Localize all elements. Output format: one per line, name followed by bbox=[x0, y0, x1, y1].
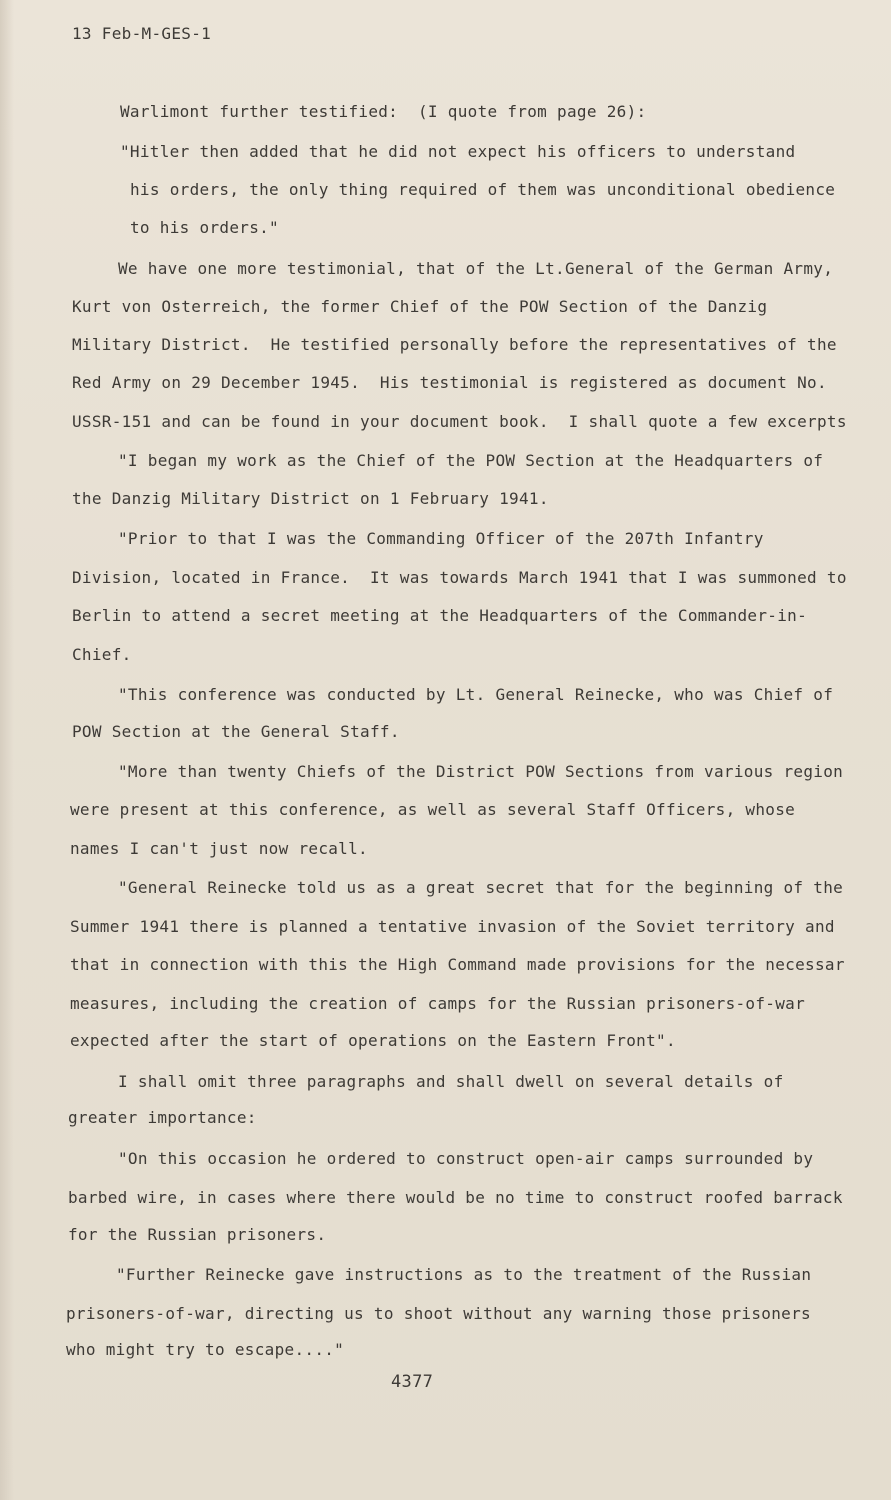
page-edge-shadow bbox=[0, 0, 14, 1500]
body-line: his orders, the only thing required of them was unconditional obedience bbox=[130, 180, 836, 199]
body-line: Military District. He testified personally before the representatives of the bbox=[72, 335, 837, 354]
body-line: "Further Reinecke gave instructions as to the treatment of the Russian bbox=[116, 1265, 812, 1284]
body-line: barbed wire, in cases where there would be no time to construct roofed barrack bbox=[68, 1188, 843, 1207]
page-id: 13 Feb-M-GES-1 bbox=[72, 24, 212, 43]
body-line: names I can't just now recall. bbox=[70, 839, 368, 858]
body-line: Chief. bbox=[72, 645, 132, 664]
body-line: "Prior to that I was the Commanding Officer of the 207th Infantry bbox=[118, 529, 764, 548]
body-line: "General Reinecke told us as a great secret that for the beginning of the bbox=[118, 878, 844, 897]
body-line: were present at this conference, as well as several Staff Officers, whose bbox=[70, 800, 796, 819]
body-line: measures, including the creation of camps for the Russian prisoners-of-war bbox=[70, 994, 806, 1013]
body-line: the Danzig Military District on 1 February 1941. bbox=[72, 489, 549, 508]
body-line: Summer 1941 there is planned a tentative invasion of the Soviet territory and bbox=[70, 917, 835, 936]
body-line: "I began my work as the Chief of the POW Section at the Headquarters of bbox=[118, 451, 824, 470]
body-line: prisoners-of-war, directing us to shoot without any warning those prisoners bbox=[66, 1304, 811, 1323]
body-line: USSR-151 and can be found in your document book. I shall quote a few excerpts bbox=[72, 412, 847, 431]
body-line: We have one more testimonial, that of the Lt.General of the German Army, bbox=[118, 259, 834, 278]
body-line: who might try to escape...." bbox=[66, 1340, 345, 1359]
body-line: Kurt von Osterreich, the former Chief of the POW Section of the Danzig bbox=[72, 297, 768, 316]
body-line: Division, located in France. It was towards March 1941 that I was summoned to bbox=[72, 568, 847, 587]
body-line: expected after the start of operations on the Eastern Front". bbox=[70, 1031, 676, 1050]
body-line: "More than twenty Chiefs of the District POW Sections from various region bbox=[118, 762, 844, 781]
body-line: for the Russian prisoners. bbox=[68, 1225, 327, 1244]
body-line: I shall omit three paragraphs and shall dwell on several details of bbox=[118, 1072, 784, 1091]
body-line: Red Army on 29 December 1945. His testimonial is registered as document No. bbox=[72, 373, 827, 392]
body-line: that in connection with this the High Command made provisions for the necessar bbox=[70, 955, 845, 974]
body-line: "This conference was conducted by Lt. General Reinecke, who was Chief of bbox=[118, 685, 834, 704]
body-line: greater importance: bbox=[68, 1108, 257, 1127]
body-line: POW Section at the General Staff. bbox=[72, 722, 400, 741]
body-line: "Hitler then added that he did not expect his officers to understand bbox=[120, 142, 796, 161]
body-line: Warlimont further testified: (I quote from page 26): bbox=[120, 102, 647, 121]
body-line: Berlin to attend a secret meeting at the Headquarters of the Commander-in- bbox=[72, 606, 808, 625]
body-line: "On this occasion he ordered to construct open-air camps surrounded by bbox=[118, 1149, 814, 1168]
page-number: 4377 bbox=[391, 1372, 434, 1392]
body-line: to his orders." bbox=[130, 218, 279, 237]
